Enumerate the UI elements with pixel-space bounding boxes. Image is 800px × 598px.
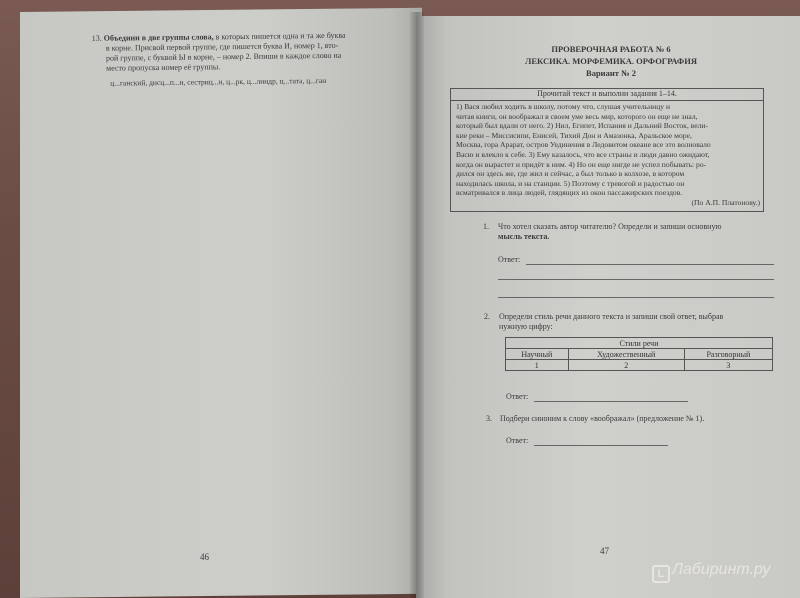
labirint-logo-icon: L <box>652 565 670 583</box>
instruction-line: Прочитай текст и выполни задания 1–14. <box>450 89 764 101</box>
reading-text <box>456 102 760 208</box>
q1-answer-line[interactable] <box>526 264 774 265</box>
styles-table-header: Стили речи <box>506 338 773 349</box>
style-scientific: Научный <box>506 349 569 360</box>
heading-work-number: ПРОВЕРОЧНАЯ РАБОТА № 6 <box>551 44 671 54</box>
task-13-words: ц...ганский, дисц...п...н, сестриц...н, ц...рк, ц...линдр, ц...тата, ц...ган <box>110 75 327 88</box>
q2-number: 2. <box>484 312 490 321</box>
q1-line1: Что хотел сказать автор читателю? Определи и запиши основную <box>498 222 722 231</box>
text-line: который был вдали от него. 2) Нил, Египет, Испания и Дальний Восток, вели- <box>456 121 708 131</box>
task-13-line4: место пропуска номер её группы. <box>106 62 221 73</box>
q1-answer-label: Ответ: <box>498 255 521 264</box>
task-13-bold-lead: Объедини в две группы слова, <box>103 32 214 43</box>
text-line: Васю и влекло к себе. 3) Ему казалось, что все страны и люди давно ожидают, <box>456 149 710 159</box>
task-13-line3: рой группе, с буквой Ы в корне, – номер 2. Впиши в каждое слово на <box>105 50 342 63</box>
task-13-block <box>92 30 393 89</box>
task-13-line1-rest: в которых пишется одна и та же буква <box>215 30 346 42</box>
q2-answer-label: Ответ: <box>506 392 529 401</box>
q1-text <box>498 222 778 242</box>
q2-answer-line[interactable] <box>534 401 688 402</box>
style-number: 1 <box>506 360 569 371</box>
q2-line1: Определи стиль речи данного текста и запиши свой ответ, выбрав <box>499 312 724 321</box>
text-line: находилась школа, и на станции. 5) Поэтому с тревогой и радостью он <box>456 178 685 188</box>
style-artistic: Художественный <box>568 349 684 360</box>
style-number: 3 <box>684 360 772 371</box>
labirint-watermark <box>652 561 770 583</box>
text-line: Москва, гора Арарат, остров Уединения в Ледовитом океане все это волновало <box>456 140 711 150</box>
variant-label: Вариант № 2 <box>586 68 636 78</box>
text-line: дился он здесь же, где жил и сейчас, а был только в колхозе, в котором <box>456 169 685 179</box>
q3-number: 3. <box>486 414 492 423</box>
watermark-text: Лабиринт.ру <box>672 561 771 578</box>
text-line: 1) Вася любил ходить в школу, потому что, слушая учительницу и <box>456 102 671 111</box>
text-line: всматривался в лица людей, глядящих из окон пассажирских поездов. <box>456 188 683 198</box>
q2-line2: нужную цифру: <box>499 322 553 331</box>
text-source: (По А.П. Платонову.) <box>691 197 760 207</box>
style-colloquial: Разговорный <box>684 349 772 360</box>
book-gutter <box>410 12 424 598</box>
q3-answer-label: Ответ: <box>506 436 529 445</box>
task-13-number: 13. <box>91 33 102 43</box>
left-page <box>20 8 422 598</box>
text-line: кие реки – Миссисипи, Енисей, Тихий Дон и Амазонка, Аральское море, <box>456 130 692 140</box>
q1-number: 1. <box>483 222 489 231</box>
q3-answer-line[interactable] <box>534 445 668 446</box>
q2-text <box>499 312 779 332</box>
q1-answer-line[interactable] <box>498 279 774 280</box>
speech-styles-table <box>505 337 773 371</box>
text-line: читая книги, он воображал в своем уме весь мир, которого он еще не знал, <box>456 111 698 121</box>
left-page-number: 46 <box>200 552 209 562</box>
q1-line2: мысль текста. <box>498 232 550 241</box>
right-page-number: 47 <box>600 546 609 556</box>
heading-topic: ЛЕКСИКА. МОРФЕМИКА. ОРФОГРАФИЯ <box>525 56 697 66</box>
task-13-line2: в корне. Присвой первой группе, где пишется буква И, номер 1, вто- <box>105 40 339 53</box>
q3-text: Подбери синоним к слову «воображал» (предложение № 1). <box>500 414 705 423</box>
text-line: когда он вырастет и придёт к ним. 4) Но он еще нигде не успел побывать: ро- <box>456 159 707 169</box>
q1-answer-line[interactable] <box>498 297 774 298</box>
style-number: 2 <box>568 360 684 371</box>
